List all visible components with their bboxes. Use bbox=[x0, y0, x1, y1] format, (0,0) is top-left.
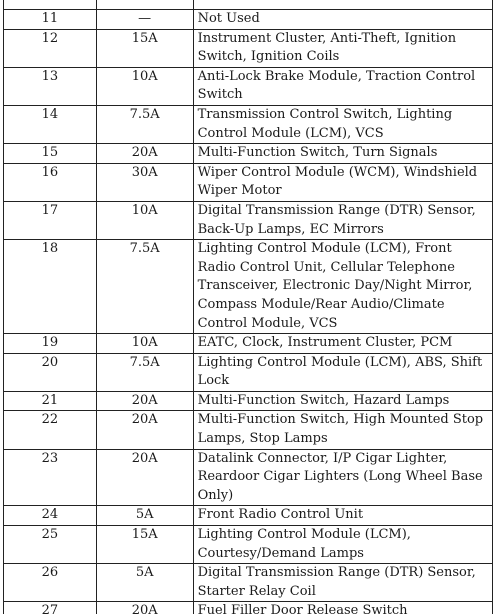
amp-rating-cell: 15A bbox=[96, 29, 193, 67]
circuits-protected-cell: Anti-Lock Brake Module, Traction Control Switch bbox=[193, 67, 492, 105]
amp-rating-cell: 5A bbox=[96, 506, 193, 526]
amp-rating-cell: 7.5A bbox=[96, 240, 193, 334]
amp-rating-cell: 10A bbox=[96, 334, 193, 354]
fuse-number-cell: 22 bbox=[4, 411, 97, 449]
table-header-row-cropped bbox=[4, 0, 493, 10]
fuse-number-cell: 25 bbox=[4, 526, 97, 564]
fuse-table bbox=[3, 0, 493, 614]
table-row bbox=[4, 391, 493, 411]
table-row bbox=[4, 105, 493, 143]
amp-rating-cell: — bbox=[96, 10, 193, 30]
circuits-protected-cell: Transmission Control Switch, Lighting Control Module (LCM), VCS bbox=[193, 105, 492, 143]
table-row bbox=[4, 240, 493, 334]
circuits-protected-cell: Digital Transmission Range (DTR) Sensor, Starter Relay Coil bbox=[193, 564, 492, 602]
table-row bbox=[4, 29, 493, 67]
fuse-number-cell: 24 bbox=[4, 506, 97, 526]
circuits-protected-cell: Multi-Function Switch, Turn Signals bbox=[193, 144, 492, 164]
table-row bbox=[4, 67, 493, 105]
fuse-table-body bbox=[4, 0, 493, 614]
table-row bbox=[4, 449, 493, 506]
fuse-number-cell: 26 bbox=[4, 564, 97, 602]
circuits-protected-cell: Fuel Filler Door Release Switch bbox=[193, 602, 492, 614]
amp-rating-cell: 20A bbox=[96, 602, 193, 614]
fuse-number-cell: 20 bbox=[4, 353, 97, 391]
amp-rating-cell: 15A bbox=[96, 526, 193, 564]
table-row bbox=[4, 564, 493, 602]
amp-rating-cell: 7.5A bbox=[96, 105, 193, 143]
fuse-number-cell: 23 bbox=[4, 449, 97, 506]
circuits-protected-cell: Multi-Function Switch, High Mounted Stop Lamps, Stop Lamps bbox=[193, 411, 492, 449]
table-row bbox=[4, 334, 493, 354]
table-row bbox=[4, 506, 493, 526]
fuse-number-cell: 18 bbox=[4, 240, 97, 334]
table-row bbox=[4, 163, 493, 201]
table-row bbox=[4, 526, 493, 564]
fuse-number-cell: 19 bbox=[4, 334, 97, 354]
amp-rating-cell: 10A bbox=[96, 201, 193, 239]
circuits-protected-cell: Multi-Function Switch, Hazard Lamps bbox=[193, 391, 492, 411]
fuse-number-cell: 17 bbox=[4, 201, 97, 239]
fuse-number-cell: 16 bbox=[4, 163, 97, 201]
circuits-protected-cell: EATC, Clock, Instrument Cluster, PCM bbox=[193, 334, 492, 354]
amp-rating-cell: 30A bbox=[96, 163, 193, 201]
table-row bbox=[4, 144, 493, 164]
table-row bbox=[4, 10, 493, 30]
circuits-protected-cell: Lighting Control Module (LCM), ABS, Shift Lock bbox=[193, 353, 492, 391]
amp-rating-cell: 20A bbox=[96, 449, 193, 506]
amp-rating-cell: 20A bbox=[96, 391, 193, 411]
fuse-number-cell: 21 bbox=[4, 391, 97, 411]
circuits-protected-cell: Not Used bbox=[193, 10, 492, 30]
fuse-number-cell: 11 bbox=[4, 10, 97, 30]
amp-rating-cell: 20A bbox=[96, 144, 193, 164]
circuits-protected-cell: Front Radio Control Unit bbox=[193, 506, 492, 526]
amp-rating-cell: 10A bbox=[96, 67, 193, 105]
table-row bbox=[4, 353, 493, 391]
circuits-protected-cell: Datalink Connector, I/P Cigar Lighter, Reardoor Cigar Lighters (Long Wheel Base Only) bbox=[193, 449, 492, 506]
fuse-number-cell: 14 bbox=[4, 105, 97, 143]
amp-rating-cell: 5A bbox=[96, 564, 193, 602]
fuse-number-cell: 27 bbox=[4, 602, 97, 614]
circuits-protected-cell: Wiper Control Module (WCM), Windshield Wiper Motor bbox=[193, 163, 492, 201]
table-row bbox=[4, 201, 493, 239]
fuse-number-cell: 15 bbox=[4, 144, 97, 164]
circuits-protected-cell: Instrument Cluster, Anti-Theft, Ignition Switch, Ignition Coils bbox=[193, 29, 492, 67]
circuits-protected-cell: Lighting Control Module (LCM), Courtesy/Demand Lamps bbox=[193, 526, 492, 564]
table-row bbox=[4, 411, 493, 449]
circuits-protected-cell: Lighting Control Module (LCM), Front Radio Control Unit, Cellular Telephone Transceiver, Electronic Day/Night Mirror, Compass Module/Rear Audio/Climate Control Module, VCS bbox=[193, 240, 492, 334]
fuse-number-cell: 13 bbox=[4, 67, 97, 105]
amp-rating-cell: 7.5A bbox=[96, 353, 193, 391]
amp-rating-cell: 20A bbox=[96, 411, 193, 449]
fuse-number-cell: 12 bbox=[4, 29, 97, 67]
circuits-protected-cell: Digital Transmission Range (DTR) Sensor, Back-Up Lamps, EC Mirrors bbox=[193, 201, 492, 239]
table-row bbox=[4, 602, 493, 614]
